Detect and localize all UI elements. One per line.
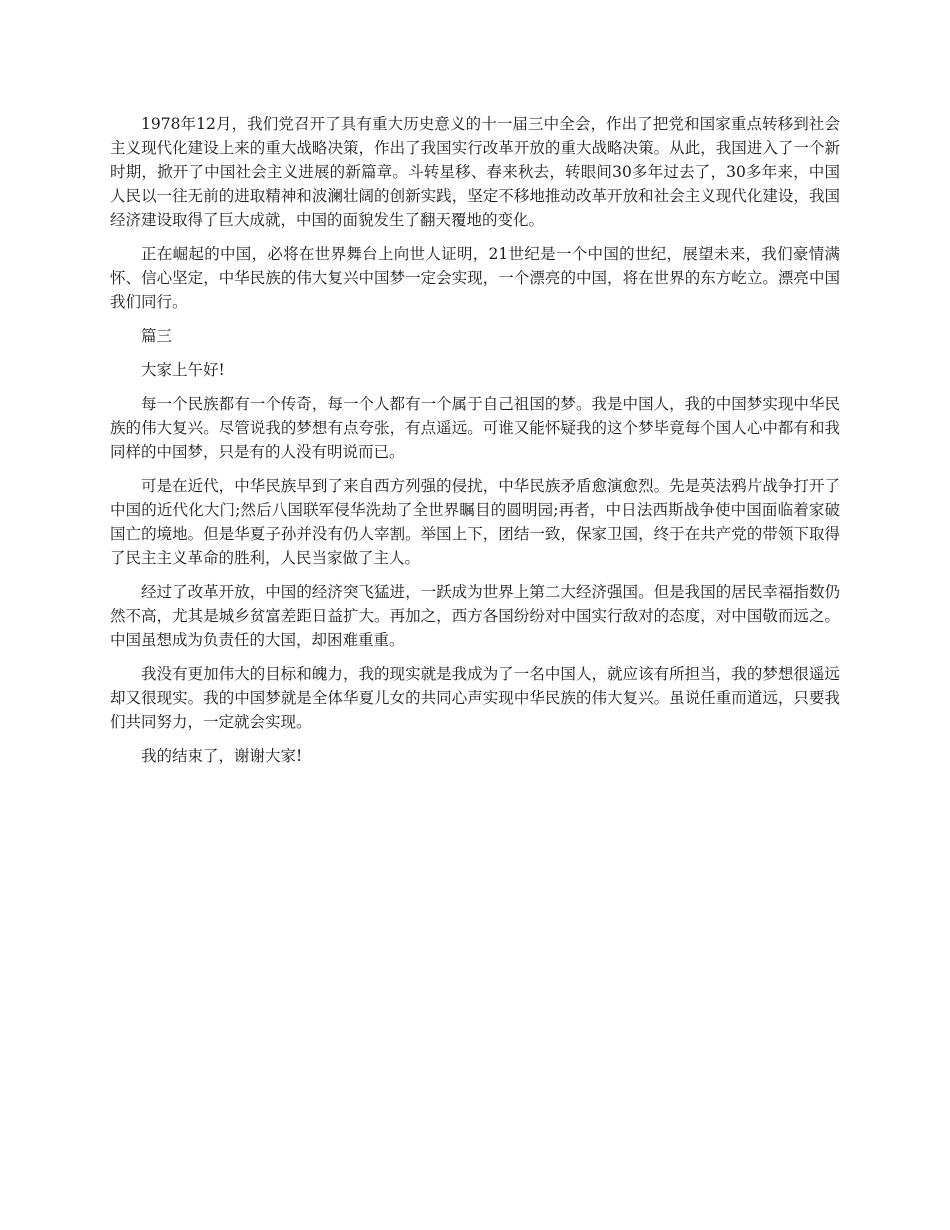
paragraph-economic-growth: 经过了改革开放，中国的经济突飞猛进，一跃成为世界上第二大经济强国。但是我国的居民幸福指数仍然不高，尤其是城乡贫富差距日益扩大。再加之，西方各国纷纷对中国实行敌对的态度，对中国敬而远之。中国虽想成为负责任的大国，却困难重重。 (110, 583, 840, 649)
section-heading-part-three: 篇三 (141, 327, 173, 345)
paragraph-chinese-dream: 每一个民族都有一个传奇，每一个人都有一个属于自己祖国的梦。我是中国人，我的中国梦实现中华民族的伟大复兴。尽管说我的梦想有点夸张，有点遥远。可谁又能怀疑我的这个梦毕竟每个国人心中都有和我同样的中国梦，只是有的人没有明说而已。 (110, 395, 840, 461)
document-page (110, 112, 840, 778)
greeting: 大家上午好! (141, 361, 225, 379)
paragraph-personal-dream: 我没有更加伟大的目标和魄力，我的现实就是我成为了一名中国人，就应该有所担当，我的梦想很遥远却又很现实。我的中国梦就是全体华夏儿女的共同心声实现中华民族的伟大复兴。虽说任重而道远，只要我们共同努力，一定就会实现。 (110, 665, 840, 731)
paragraph-rising-china: 正在崛起的中国，必将在世界舞台上向世人证明，21世纪是一个中国的世纪，展望未来，我们豪情满怀、信心坚定，中华民族的伟大复兴中国梦一定会实现，一个漂亮的中国，将在世界的东方屹立。漂亮中国我们同行。 (110, 245, 840, 311)
paragraph-reform-history: 1978年12月，我们党召开了具有重大历史意义的十一届三中全会，作出了把党和国家重点转移到社会主义现代化建设上来的重大战略决策，作出了我国实行改革开放的重大战略决策。从此，我国进入了一个新时期，掀开了中国社会主义进展的新篇章。斗转星移、春来秋去，转眼间30多年过去了，30多年来，中国人民以一往无前的进取精神和波澜壮阔的创新实践，坚定不移地推动改革开放和社会主义现代化建设，我国经济建设取得了巨大成就，中国的面貌发生了翻天覆地的变化。 (110, 115, 840, 229)
closing-remark: 我的结束了，谢谢大家! (141, 747, 303, 765)
paragraph-modern-history: 可是在近代，中华民族早到了来自西方列强的侵扰，中华民族矛盾愈演愈烈。先是英法鸦片战争打开了中国的近代化大门;然后八国联军侵华洗劫了全世界瞩目的圆明园;再者，中日法西斯战争使中国面临着家破国亡的境地。但是华夏子孙并没有仍人宰割。举国上下，团结一致，保家卫国，终于在共产党的带领下取得了民主主义革命的胜利，人民当家做了主人。 (110, 477, 840, 567)
